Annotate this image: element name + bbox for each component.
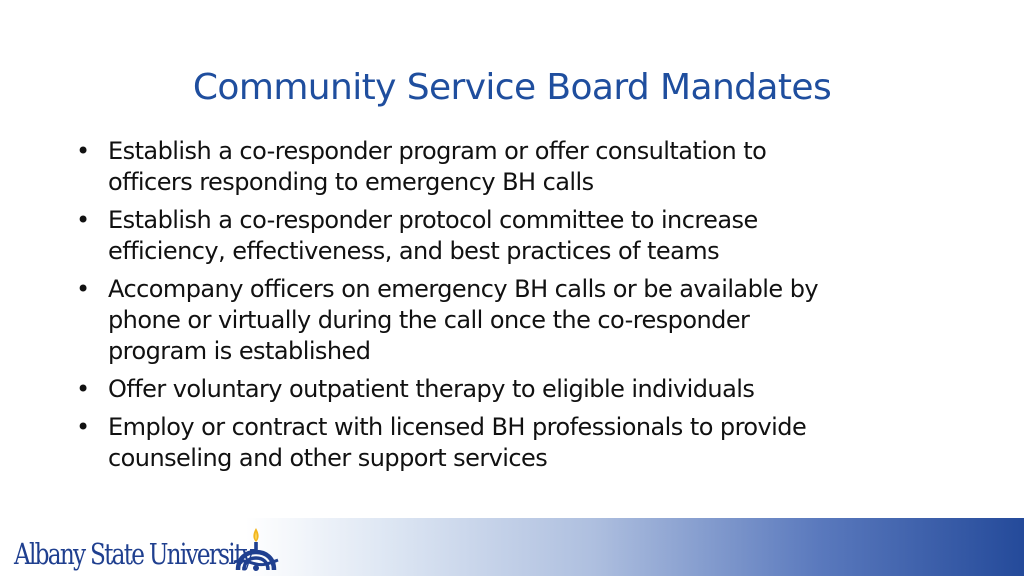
bullet-line: Accompany officers on emergency BH calls or be available by xyxy=(108,275,819,303)
bullet-item xyxy=(76,412,916,474)
bullet-line: Establish a co-responder protocol committee to increase xyxy=(108,206,758,234)
bullet-line: counseling and other support services xyxy=(108,444,548,472)
bullet-line: officers responding to emergency BH calls xyxy=(108,168,594,196)
bullet-dot: • xyxy=(76,206,90,234)
university-logo-text: Albany State University xyxy=(14,537,253,571)
bullet-list xyxy=(76,136,916,481)
bullet-line: phone or virtually during the call once the co-responder xyxy=(108,306,750,334)
bullet-dot: • xyxy=(76,413,90,441)
bullet-line: Employ or contract with licensed BH professionals to provide xyxy=(108,413,807,441)
university-logo xyxy=(14,522,313,574)
slide-title: Community Service Board Mandates xyxy=(192,67,832,108)
bullet-dot: • xyxy=(76,275,90,303)
bullet-item xyxy=(76,136,916,198)
bullet-item xyxy=(76,205,916,267)
bullet-line: efficiency, effectiveness, and best practices of teams xyxy=(108,237,720,265)
bullet-dot: • xyxy=(76,137,90,165)
bullet-line: Offer voluntary outpatient therapy to eligible individuals xyxy=(108,375,755,403)
bullet-item xyxy=(76,374,916,405)
asu-torch-monogram-icon xyxy=(232,526,284,574)
bullet-dot: • xyxy=(76,375,90,403)
bullet-item xyxy=(76,274,916,367)
bullet-line: program is established xyxy=(108,337,371,365)
bullet-line: Establish a co-responder program or offer consultation to xyxy=(108,137,767,165)
